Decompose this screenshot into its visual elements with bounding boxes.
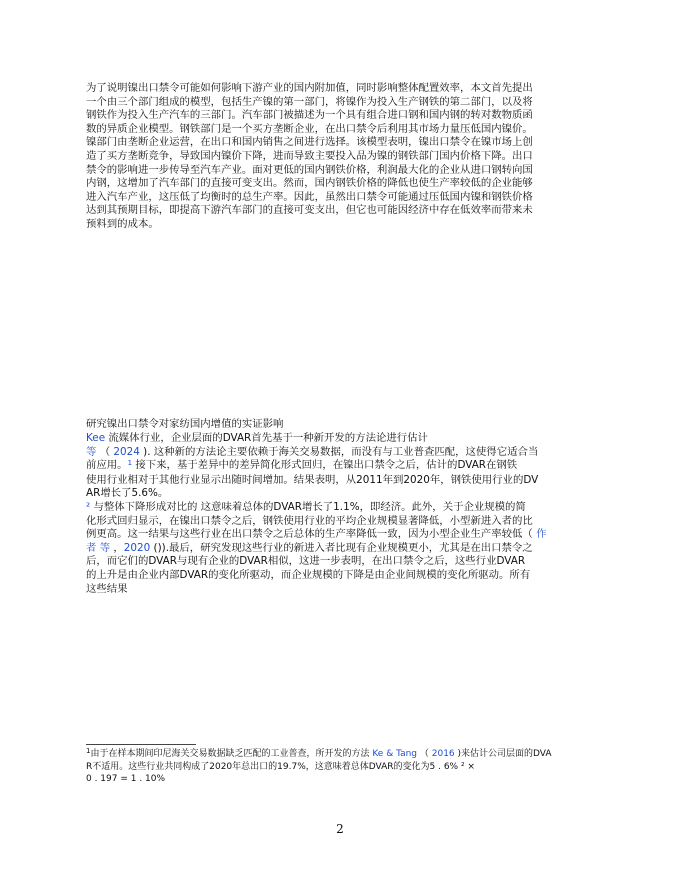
text-line: 预料到的成本。	[86, 217, 159, 230]
text-line	[86, 459, 606, 474]
text-line: 钢铁作为投入生产汽车的三部门。汽车部门被描述为一个具有组合进口钢和国内钢的转对数物质函	[86, 109, 533, 122]
footnote-line: 0 . 197 = 1 . 10%	[86, 774, 166, 784]
text-line: 镍部门由垄断企业运营，在出口和国内销售之间进行选择。该模型表明，镍出口禁令在镍市场上创	[86, 136, 533, 149]
footnote-ref-link[interactable]: 1	[127, 459, 133, 468]
text-span: 由于在样本期间印尼海关交易数据缺乏匹配的工业普查，所开发的方法	[90, 749, 373, 759]
text-span: )来估计公司层面的DVA	[454, 749, 552, 759]
text-span: ，	[110, 541, 124, 554]
footnote	[86, 748, 606, 786]
text-line	[86, 501, 606, 515]
text-line: 内钢，这增加了汽车部门的直接可变支出。然而，国内钢铁价格的降低也使生产率较低的企业能够	[86, 177, 533, 190]
text-line: 一个由三个部门组成的模型，包括生产镍的第一部门，将镍作为投入生产钢铁的第二部门，以及将	[86, 95, 533, 108]
text-span: 与整体下降形成对比的 这意味着总体的DVAR增长了1.1%，即经济。此外，关于企业规模的简	[90, 500, 526, 513]
citation-year-link[interactable]: 2024	[113, 445, 140, 458]
citation-link[interactable]: 作	[536, 528, 547, 541]
text-line: 这些结果	[86, 582, 128, 595]
section-heading	[86, 418, 606, 432]
citation-link[interactable]: Kee	[86, 432, 106, 444]
text-line	[86, 542, 606, 556]
citation-link[interactable]: Ke & Tang	[372, 749, 418, 759]
citation-link[interactable]: 等	[86, 445, 97, 458]
text-line	[86, 446, 606, 460]
text-line: 为了说明镍出口禁令可能如何影响下游产业的国内附加值，同时影响整体配置效率，本文首先提出	[86, 82, 533, 94]
citation-year-link[interactable]: 2016	[431, 749, 455, 759]
text-span: 例更高。这一结果与这些行业在出口禁令之后总体的生产率降低一致，因为小型企业生产率较低（	[86, 528, 537, 541]
text-span: （	[96, 445, 114, 458]
footnote-line	[86, 748, 606, 761]
text-line: 数的异质企业模型。钢铁部门是一个买方垄断企业，在出口禁令后利用其市场力量压低国内镍价。	[86, 122, 533, 135]
text-line: 进入汽车产业，这压低了均衡时的总生产率。因此，虽然出口禁令可能通过压低国内镍和钢铁价格	[86, 190, 533, 203]
text-line: 化形式回归显示，在镍出口禁令之后，钢铁使用行业的平均企业规模显著降低，小型新进入者的比	[86, 514, 533, 527]
text-line: 使用行业相对于其他行业显示出随时间增加。结果表明，从2011年到2020年，钢铁使用行业的DV	[86, 473, 539, 486]
footnote-marker: 1	[86, 747, 91, 755]
intro-paragraph	[86, 82, 606, 232]
text-span: ). 这种新的方法论主要依赖于海关交易数据，而没有与工业普查匹配，这使得它适合当	[139, 445, 539, 458]
text-line: AR增长了5.6%。	[86, 487, 169, 500]
footnote-divider	[86, 744, 196, 745]
text-span: ()).最后，研究发现这些行业的新进入者比现有企业规模更小，尤其是在出口禁令之	[150, 541, 533, 554]
citation-year-link[interactable]: 2020	[123, 541, 151, 554]
text-span: 流媒体行业，企业层面的DVAR首先基于一种新开发的方法论进行估计	[105, 432, 428, 444]
citation-link[interactable]: 者 等	[86, 541, 111, 554]
page-number: 2	[336, 822, 344, 836]
text-span: 前应用。	[86, 459, 128, 472]
text-line: 造了买方垄断竞争，导致国内镍价下降，进而导致主要投入品为镍的钢铁部门国内价格下降。出口	[86, 149, 533, 162]
text-line	[86, 528, 606, 542]
footnote-ref-link[interactable]: ²	[86, 500, 91, 513]
results-paragraph	[86, 432, 606, 596]
text-span: 接下来，基于差异中的差异简化形式回归，在镍出口禁令之后，估计的DVAR在钢铁	[132, 459, 518, 472]
footnote-line: R不适用。这些行业共同构成了2020年总出口的19.7%，这意味着总体DVAR的变化为5 . 6% ² ×	[86, 761, 475, 772]
text-line: 的上升是由企业内部DVAR的变化所驱动，而企业规模的下降是由企业间规模的变化所驱动。所有	[86, 568, 531, 581]
text-line: 禁令的影响进一步传导至汽车产业。面对更低的国内钢铁价格，利润最大化的企业从进口钢转向国	[86, 163, 533, 176]
text-line	[86, 432, 606, 446]
text-span: （	[417, 749, 432, 759]
text-line: 达到其预期目标，即提高下游汽车部门的直接可变支出，但它也可能因经济中存在低效率而带来未	[86, 204, 533, 217]
text-line: 后，而它们的DVAR与现有企业的DVAR相似，这进一步表明，在出口禁令之后，这些行业DVAR	[86, 555, 526, 568]
heading-text: 研究镍出口禁令对家纺国内增值的实证影响	[86, 418, 284, 430]
